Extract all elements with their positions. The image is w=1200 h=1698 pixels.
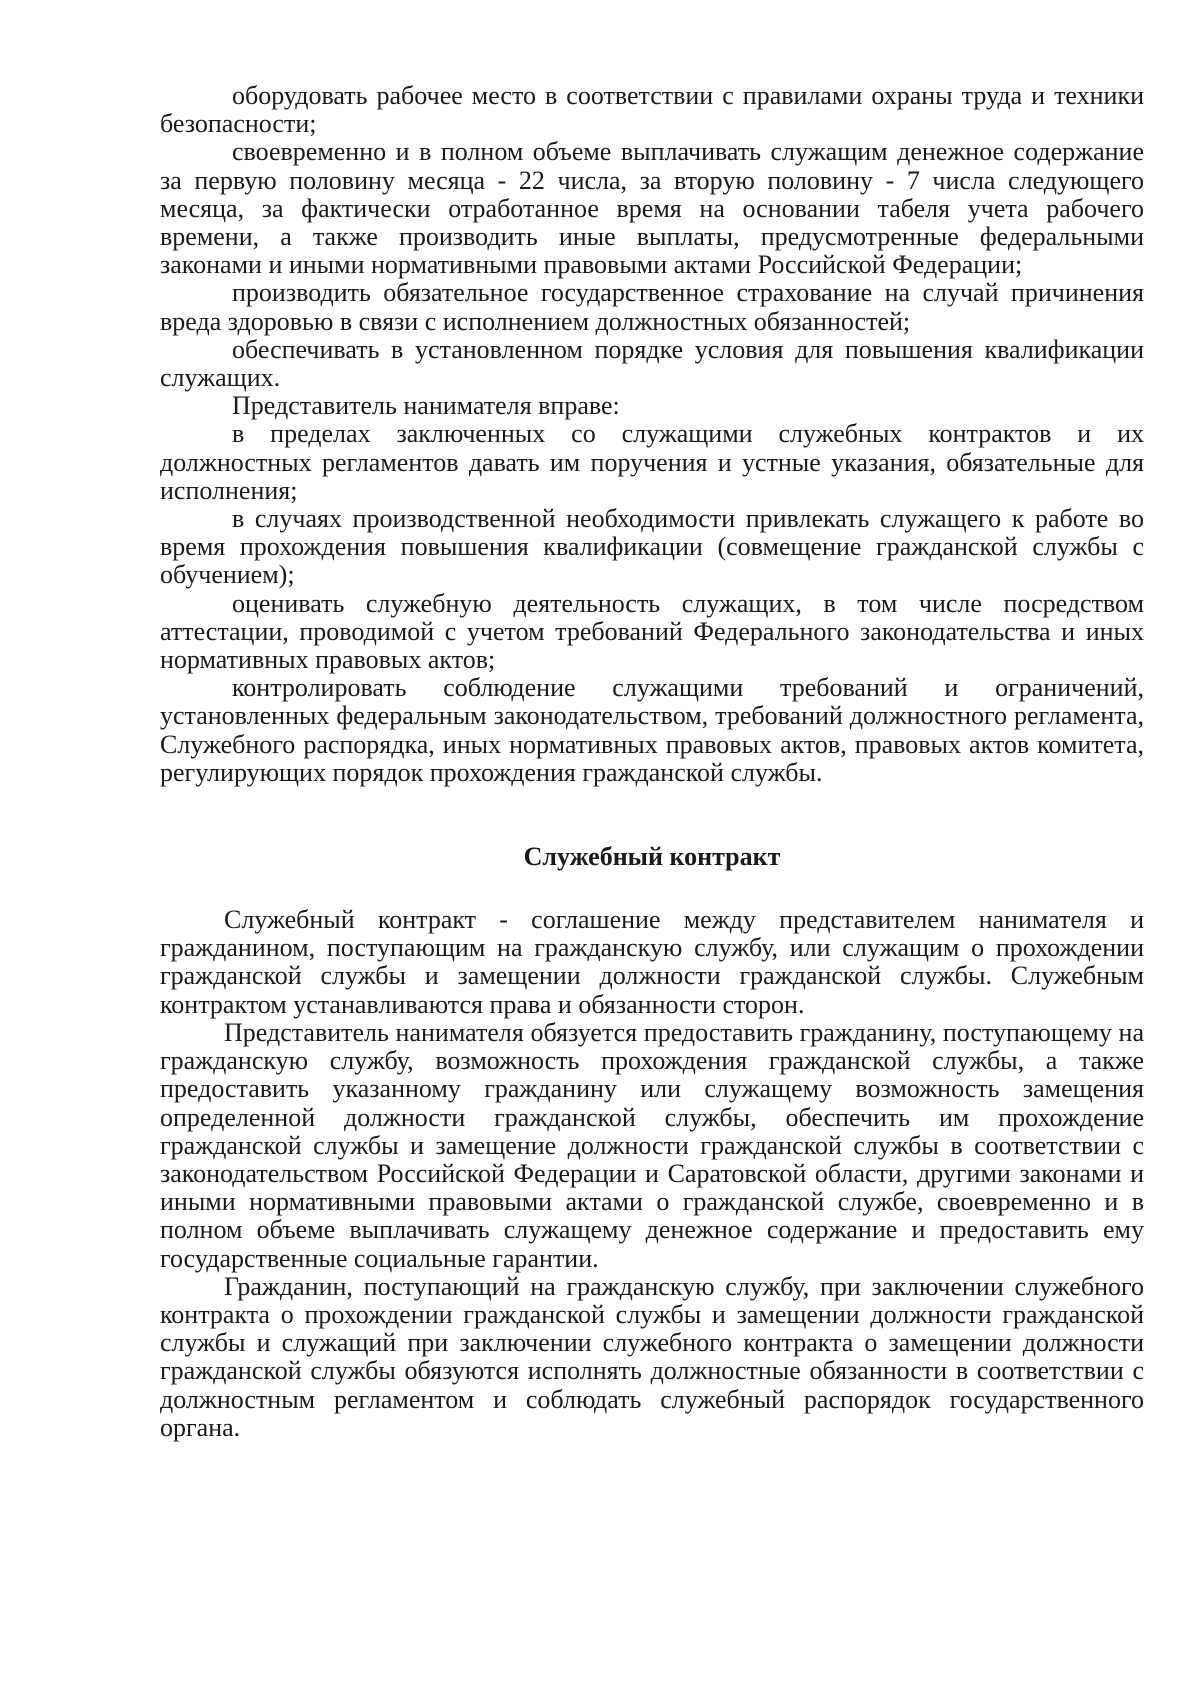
document-page xyxy=(160,82,1144,1442)
paragraph-qualification: обеспечивать в установленном порядке условия для повышения квалификации служащих. xyxy=(160,334,1144,393)
section-heading: Служебный контракт xyxy=(523,842,781,872)
paragraph-insurance: производить обязательное государственное страхование на случай причинения вреда здоровью в связи с исполнением должностных обязанностей; xyxy=(160,278,1144,336)
paragraph-contract-definition: Служебный контракт - соглашение между представителем нанимателя и гражданином, поступающим на гражданскую службу, или служащим о прохождении гражданской службы и замещении должности гражданской службы. Служебным контрактом устанавливаются права и обязанности сторон. xyxy=(160,905,1144,1019)
paragraph-employer-rights: Представитель нанимателя вправе: xyxy=(232,391,620,421)
paragraph-give-orders: в пределах заключенных со служащими служебных контрактов и их должностных регламентов давать им поручения и устные указания, обязательные для исполнения; xyxy=(160,419,1144,505)
paragraph-citizen-obligations: Гражданин, поступающий на гражданскую службу, при заключении служебного контракта о прохождении гражданской службы и замещении должности гражданской службы и служащий при заключении служебного контракта о замещении должности гражданской службы обязуются исполнять должностные обязанности в соответствии с должностным регламентом и соблюдать служебный распорядок государственного органа. xyxy=(160,1271,1144,1442)
paragraph-control: контролировать соблюдение служащими требований и ограничений, установленных федеральным законодательством, требований должностного регламента, Служебного распорядка, иных нормативных правовых актов, правовых актов комитета, регулирующих порядок прохождения гражданской службы. xyxy=(160,673,1144,787)
paragraph-attract-to-work: в случаях производственной необходимости привлекать служащего к работе во время прохождения повышения квалификации (совмещение гражданской службы с обучением); xyxy=(160,504,1144,590)
paragraph-pay-salary: своевременно и в полном объеме выплачивать служащим денежное содержание за первую половину месяца - 22 числа, за вторую половину - 7 числа следующего месяца, за фактически отработанное время на основании табеля учета рабочего времени, а также производить иные выплаты, предусмотренные федеральными законами и иными нормативными правовыми актами Российской Федерации; xyxy=(160,137,1144,280)
contract-section xyxy=(160,906,1144,1442)
duties-section xyxy=(160,82,1144,787)
paragraph-employer-obligations: Представитель нанимателя обязуется предоставить гражданину, поступающему на гражданскую службу, возможность прохождения гражданской службы, а также предоставить указанному гражданину или служащему возможность замещения определенной должности гражданской службы, обеспечить им прохождение гражданской службы и замещение должности гражданской службы в соответствии с законодательством Российской Федерации и Саратовской области, другими законами и иными нормативными правовыми актами о гражданской службе, своевременно и в полном объеме выплачивать служащему денежное содержание и предоставить ему государственные социальные гарантии. xyxy=(160,1017,1144,1273)
paragraph-evaluate: оценивать служебную деятельность служащих, в том числе посредством аттестации, проводимой с учетом требований Федерального законодательства и иных нормативных правовых актов; xyxy=(160,588,1144,675)
paragraph-equip-workplace: оборудовать рабочее место в соответствии с правилами охраны труда и техники безопасности; xyxy=(160,81,1144,139)
